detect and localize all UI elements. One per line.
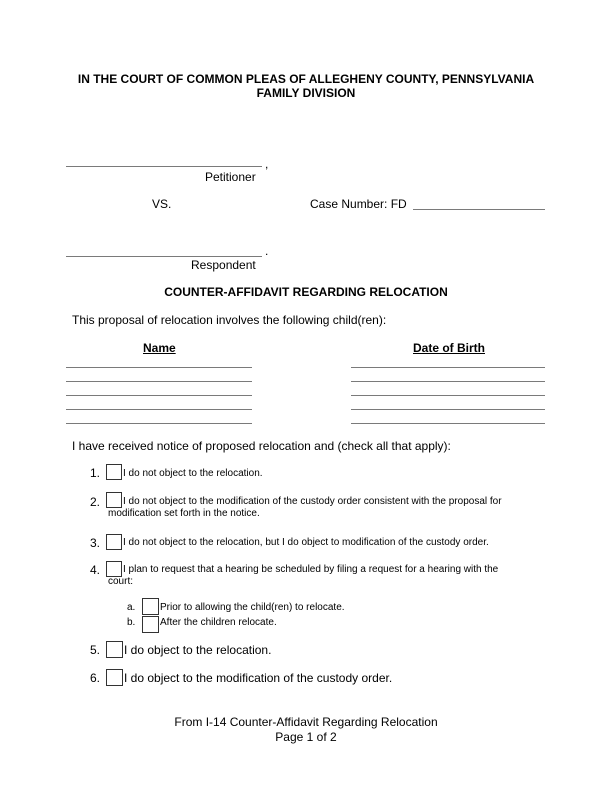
- child-dob-line[interactable]: [351, 409, 545, 410]
- children-intro: This proposal of relocation involves the following child(ren):: [72, 313, 387, 327]
- checkbox-object-modification-only[interactable]: [106, 534, 122, 550]
- item-text: I do not object to the modification of the custody order consistent with the proposal for: [123, 496, 502, 507]
- child-name-line[interactable]: [66, 381, 252, 382]
- court-name: IN THE COURT OF COMMON PLEAS OF ALLEGHENY COUNTY, PENNSYLVANIA: [77, 72, 535, 86]
- respondent-label: Respondent: [191, 258, 256, 272]
- checkbox-hearing-prior[interactable]: [142, 598, 159, 615]
- vs-label: VS.: [152, 197, 172, 211]
- item-number: 3.: [90, 536, 101, 550]
- item-text: I do not object to the relocation, but I do object to modification of the custody order.: [123, 537, 489, 548]
- item-number: 6.: [90, 671, 101, 685]
- subitem-text: After the children relocate.: [160, 617, 277, 628]
- child-name-line[interactable]: [66, 395, 252, 396]
- name-column-header: Name: [143, 341, 176, 355]
- checkbox-hearing-after[interactable]: [142, 616, 159, 633]
- child-name-line[interactable]: [66, 367, 252, 368]
- item-text-continued: court:: [108, 576, 134, 587]
- case-number-line[interactable]: [413, 209, 545, 210]
- child-dob-line[interactable]: [351, 423, 545, 424]
- court-division: FAMILY DIVISION: [256, 86, 356, 100]
- item-text: I do not object to the relocation.: [123, 468, 263, 479]
- checkbox-no-object-modification[interactable]: [106, 492, 122, 508]
- respondent-punct: .: [265, 244, 269, 258]
- checkbox-object-modification[interactable]: [106, 669, 123, 686]
- form-title: COUNTER-AFFIDAVIT REGARDING RELOCATION: [164, 285, 448, 299]
- child-dob-line[interactable]: [351, 367, 545, 368]
- petitioner-punct: ,: [265, 157, 269, 171]
- petitioner-name-line[interactable]: [66, 166, 262, 167]
- footer-page-number: Page 1 of 2: [275, 730, 337, 744]
- item-number: 2.: [90, 495, 101, 509]
- subitem-letter: b.: [127, 617, 136, 628]
- checkbox-no-object-relocation[interactable]: [106, 464, 122, 480]
- respondent-name-line[interactable]: [66, 256, 262, 257]
- footer-form-name: From I-14 Counter-Affidavit Regarding Relocation: [174, 715, 438, 729]
- item-text: I do object to the relocation.: [124, 643, 272, 657]
- child-dob-line[interactable]: [351, 395, 545, 396]
- item-number: 4.: [90, 563, 101, 577]
- case-number-label: Case Number: FD: [310, 197, 407, 211]
- item-text-continued: modification set forth in the notice.: [108, 508, 260, 519]
- item-text: I plan to request that a hearing be scheduled by filing a request for a hearing with the: [123, 564, 499, 575]
- child-name-line[interactable]: [66, 409, 252, 410]
- notice-intro: I have received notice of proposed relocation and (check all that apply):: [72, 439, 451, 453]
- subitem-text: Prior to allowing the child(ren) to relocate.: [160, 602, 345, 613]
- court-header: [0, 72, 612, 100]
- dob-column-header: Date of Birth: [413, 341, 485, 355]
- checkbox-request-hearing[interactable]: [106, 561, 122, 577]
- checkbox-object-relocation[interactable]: [106, 641, 123, 658]
- item-number: 5.: [90, 643, 101, 657]
- child-dob-line[interactable]: [351, 381, 545, 382]
- petitioner-label: Petitioner: [205, 170, 256, 184]
- subitem-letter: a.: [127, 602, 136, 613]
- child-name-line[interactable]: [66, 423, 252, 424]
- item-number: 1.: [90, 466, 101, 480]
- item-text: I do object to the modification of the custody order.: [124, 671, 393, 685]
